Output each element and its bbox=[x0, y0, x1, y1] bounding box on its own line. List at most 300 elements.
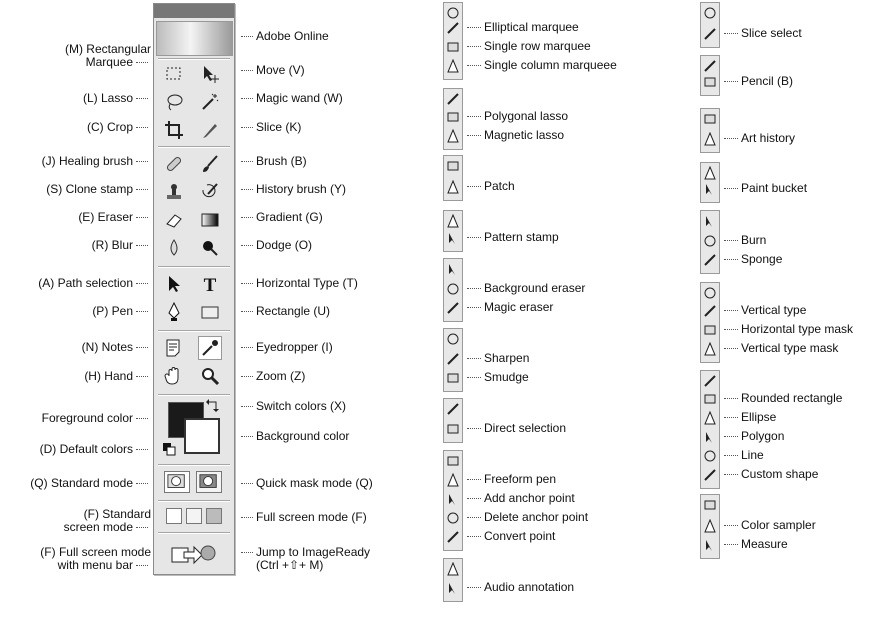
shape-variant-icon[interactable] bbox=[703, 449, 717, 463]
label-text: Dodge (O) bbox=[256, 238, 313, 252]
label-eyedropper bbox=[238, 340, 333, 354]
label-full-menu bbox=[40, 546, 151, 572]
leader-dots bbox=[136, 418, 148, 419]
leader-dots bbox=[136, 245, 148, 246]
label-h-type bbox=[238, 276, 358, 290]
history-variant-icon[interactable] bbox=[703, 132, 717, 146]
leader-dots bbox=[241, 406, 253, 407]
patch-variant-icon[interactable] bbox=[446, 180, 460, 194]
palette-slice bbox=[700, 2, 720, 48]
healing-brush-icon[interactable] bbox=[162, 152, 186, 176]
blur-variant-icon[interactable] bbox=[446, 371, 460, 385]
divider bbox=[158, 146, 230, 148]
palette-item-text: Slice select bbox=[741, 26, 802, 40]
palette-item-label bbox=[464, 128, 564, 142]
label-move bbox=[238, 63, 305, 77]
palette-brush bbox=[700, 55, 720, 96]
palette-item-label bbox=[721, 429, 784, 443]
palette-dodge bbox=[700, 210, 720, 274]
slice-icon[interactable] bbox=[198, 118, 222, 142]
marquee-tool-icon[interactable] bbox=[446, 6, 460, 20]
palette-item-text: Magnetic lasso bbox=[484, 128, 565, 142]
leader-dots bbox=[136, 189, 148, 190]
label-imageready bbox=[238, 546, 370, 572]
patch-tool-icon[interactable] bbox=[446, 159, 460, 173]
leader-dots bbox=[467, 498, 481, 499]
palette-item-label bbox=[721, 26, 802, 40]
notes-variant-icon[interactable] bbox=[446, 581, 460, 595]
leader-dots bbox=[241, 245, 253, 246]
lasso-tool-icon[interactable] bbox=[446, 92, 460, 106]
leader-dots bbox=[467, 288, 481, 289]
palette-select bbox=[443, 398, 463, 443]
label-text: Foreground color bbox=[41, 411, 133, 425]
palette-item-label bbox=[721, 131, 795, 145]
leader-dots bbox=[136, 98, 148, 99]
label-zoom bbox=[238, 369, 305, 383]
label-text: Zoom (Z) bbox=[256, 369, 306, 383]
leader-dots bbox=[241, 161, 253, 162]
palette-item-label bbox=[464, 370, 529, 384]
palette-item-label bbox=[464, 109, 568, 123]
palette-item-label bbox=[464, 281, 585, 295]
slice-variant-icon[interactable] bbox=[703, 27, 717, 41]
palette-item-label bbox=[721, 252, 782, 266]
leader-dots bbox=[241, 217, 253, 218]
dodge-icon[interactable] bbox=[198, 236, 222, 260]
palette-item-label bbox=[464, 300, 553, 314]
type-variant-icon[interactable] bbox=[703, 323, 717, 337]
shape-variant-icon[interactable] bbox=[703, 468, 717, 482]
eraser-variant-icon[interactable] bbox=[446, 301, 460, 315]
imageready-icon[interactable] bbox=[170, 540, 216, 566]
full-screen-button[interactable] bbox=[206, 508, 222, 524]
leader-dots bbox=[724, 33, 738, 34]
leader-dots bbox=[136, 483, 148, 484]
label-text: (H) Hand bbox=[84, 369, 133, 383]
label-text: (Ctrl +⇧+ M) bbox=[256, 558, 324, 572]
label-notes bbox=[82, 340, 151, 354]
label-text: Full screen mode (F) bbox=[256, 510, 367, 524]
gradient-tool-icon[interactable] bbox=[703, 166, 717, 180]
palette-item-label bbox=[721, 74, 793, 88]
label-lasso bbox=[83, 91, 151, 105]
palette-item-text: Ellipse bbox=[741, 410, 777, 424]
slice-tool-icon[interactable] bbox=[703, 6, 717, 20]
zoom-icon[interactable] bbox=[198, 364, 222, 388]
leader-dots bbox=[136, 217, 148, 218]
palette-item-text: Paint bucket bbox=[741, 181, 808, 195]
shape-variant-icon[interactable] bbox=[703, 392, 717, 406]
leader-dots bbox=[241, 552, 253, 553]
label-eraser bbox=[78, 210, 151, 224]
label-default-colors bbox=[40, 442, 151, 456]
path-selection-icon[interactable] bbox=[162, 272, 186, 296]
palette-item-label bbox=[464, 580, 574, 594]
type-variant-icon[interactable] bbox=[703, 304, 717, 318]
palette-type bbox=[700, 282, 720, 363]
switch-colors-icon[interactable] bbox=[206, 398, 220, 412]
label-gradient bbox=[238, 210, 323, 224]
palette-shape bbox=[700, 370, 720, 489]
leader-dots bbox=[724, 138, 738, 139]
palette-item-text: Horizontal type mask bbox=[741, 322, 854, 336]
eraser-variant-icon[interactable] bbox=[446, 282, 460, 296]
leader-dots bbox=[724, 259, 738, 260]
palette-item-label bbox=[464, 491, 575, 505]
palette-item-label bbox=[721, 467, 818, 481]
leader-dots bbox=[136, 161, 148, 162]
divider bbox=[158, 330, 230, 332]
hand-icon[interactable] bbox=[162, 364, 186, 388]
palette-item-label bbox=[464, 351, 529, 365]
select-variant-icon[interactable] bbox=[446, 422, 460, 436]
leader-dots bbox=[467, 358, 481, 359]
palette-item-label bbox=[464, 510, 588, 524]
background-color-swatch[interactable] bbox=[184, 418, 220, 454]
stamp-variant-icon[interactable] bbox=[446, 231, 460, 245]
eraser-icon[interactable] bbox=[162, 208, 186, 232]
notes-icon[interactable] bbox=[162, 336, 186, 360]
toolbox-panel bbox=[153, 3, 235, 575]
leader-dots bbox=[241, 376, 253, 377]
leader-dots bbox=[241, 283, 253, 284]
palette-item-label bbox=[721, 233, 766, 247]
leader-dots bbox=[241, 436, 253, 437]
label-text: (F) Standard bbox=[83, 507, 151, 521]
standard-mode-button[interactable] bbox=[164, 471, 190, 493]
type-tool-icon[interactable] bbox=[703, 286, 717, 300]
label-text: (C) Crop bbox=[86, 120, 133, 134]
leader-dots bbox=[241, 70, 253, 71]
leader-dots bbox=[241, 127, 253, 128]
leader-dots bbox=[467, 186, 481, 187]
label-text: (E) Eraser bbox=[78, 210, 133, 224]
eyedrop-variant-icon[interactable] bbox=[703, 538, 717, 552]
leader-dots bbox=[467, 237, 481, 238]
palette-item-text: Add anchor point bbox=[484, 491, 575, 505]
palette-item-text: Vertical type bbox=[741, 303, 807, 317]
label-text: Quick mask mode (Q) bbox=[256, 476, 373, 490]
label-hand bbox=[84, 369, 151, 383]
shape-variant-icon[interactable] bbox=[703, 430, 717, 444]
leader-dots bbox=[724, 544, 738, 545]
dodge-variant-icon[interactable] bbox=[703, 234, 717, 248]
leader-dots bbox=[467, 46, 481, 47]
palette-item-label bbox=[464, 58, 617, 72]
label-text: (N) Notes bbox=[81, 340, 133, 354]
quick-mask-button[interactable] bbox=[196, 471, 222, 493]
blur-icon[interactable] bbox=[162, 236, 186, 260]
blur-variant-icon[interactable] bbox=[446, 352, 460, 366]
history-tool-icon[interactable] bbox=[703, 112, 717, 126]
pen-tool-icon[interactable] bbox=[446, 454, 460, 468]
label-healing bbox=[42, 154, 151, 168]
label-text: Horizontal Type (T) bbox=[256, 276, 358, 290]
eyedrop-variant-icon[interactable] bbox=[703, 519, 717, 533]
label-pen bbox=[92, 304, 151, 318]
palette-item-text: Background eraser bbox=[484, 281, 586, 295]
crop-icon[interactable] bbox=[162, 118, 186, 142]
label-text: (M) Rectangular bbox=[64, 42, 151, 56]
palette-item-label bbox=[721, 391, 842, 405]
leader-dots bbox=[724, 436, 738, 437]
leader-dots bbox=[724, 348, 738, 349]
leader-dots bbox=[467, 377, 481, 378]
palette-item-text: Delete anchor point bbox=[484, 510, 589, 524]
palette-item-text: Convert point bbox=[484, 529, 556, 543]
palette-item-label bbox=[721, 303, 806, 317]
label-standard-screen bbox=[64, 508, 151, 534]
palette-item-label bbox=[464, 472, 556, 486]
label-text: (Q) Standard mode bbox=[30, 476, 133, 490]
palette-eraser bbox=[443, 258, 463, 322]
label-text: (S) Clone stamp bbox=[46, 182, 133, 196]
palette-item-text: Polygonal lasso bbox=[484, 109, 569, 123]
leader-dots bbox=[241, 517, 253, 518]
palette-item-text: Sponge bbox=[741, 252, 783, 266]
palette-item-text: Patch bbox=[484, 179, 515, 193]
gradient-variant-icon[interactable] bbox=[703, 182, 717, 196]
divider bbox=[158, 532, 230, 534]
leader-dots bbox=[467, 517, 481, 518]
palette-item-text: Audio annotation bbox=[484, 580, 575, 594]
palette-item-text: Pencil (B) bbox=[741, 74, 794, 88]
palette-item-text: Vertical type mask bbox=[741, 341, 839, 355]
label-text: (L) Lasso bbox=[82, 91, 133, 105]
leader-dots bbox=[467, 116, 481, 117]
leader-dots bbox=[467, 536, 481, 537]
label-text: screen mode bbox=[63, 520, 133, 534]
lasso-icon[interactable] bbox=[162, 90, 186, 114]
label-rectangle bbox=[238, 304, 330, 318]
leader-dots bbox=[467, 428, 481, 429]
pen-variant-icon[interactable] bbox=[446, 530, 460, 544]
label-text: Jump to ImageReady bbox=[256, 545, 371, 559]
type-variant-icon[interactable] bbox=[703, 342, 717, 356]
label-path-select bbox=[38, 276, 151, 290]
toolbox-title-bar[interactable] bbox=[154, 4, 234, 18]
default-colors-icon[interactable] bbox=[162, 442, 176, 456]
palette-item-label bbox=[721, 322, 853, 336]
rect-marquee-icon[interactable] bbox=[162, 62, 186, 86]
label-switch-colors bbox=[238, 399, 346, 413]
pen-variant-icon[interactable] bbox=[446, 473, 460, 487]
divider bbox=[158, 58, 230, 60]
palette-item-text: Freeform pen bbox=[484, 472, 557, 486]
palette-item-label bbox=[721, 341, 838, 355]
adobe-online-logo-icon[interactable] bbox=[156, 21, 233, 56]
standard-screen-button[interactable] bbox=[166, 508, 182, 524]
label-fg-color bbox=[42, 411, 151, 425]
palette-gradient bbox=[700, 162, 720, 203]
label-text: Slice (K) bbox=[256, 120, 302, 134]
label-text: Eyedropper (I) bbox=[256, 340, 333, 354]
leader-dots bbox=[724, 455, 738, 456]
label-brush bbox=[238, 154, 307, 168]
gradient-icon[interactable] bbox=[198, 208, 222, 232]
leader-dots bbox=[724, 329, 738, 330]
label-text: Background color bbox=[256, 429, 350, 443]
label-history-brush bbox=[238, 182, 346, 196]
palette-marquee bbox=[443, 2, 463, 80]
palette-stamp bbox=[443, 210, 463, 252]
palette-item-label bbox=[721, 448, 764, 462]
palette-patch bbox=[443, 155, 463, 201]
leader-dots bbox=[136, 127, 148, 128]
leader-dots bbox=[136, 347, 148, 348]
select-tool-icon[interactable] bbox=[446, 402, 460, 416]
leader-dots bbox=[241, 189, 253, 190]
shape-variant-icon[interactable] bbox=[703, 411, 717, 425]
leader-dots bbox=[467, 587, 481, 588]
palette-item-text: Single row marquee bbox=[484, 39, 591, 53]
lasso-variant-icon[interactable] bbox=[446, 110, 460, 124]
label-slice bbox=[238, 120, 301, 134]
label-text: (F) Full screen mode bbox=[40, 545, 151, 559]
palette-item-text: Line bbox=[741, 448, 764, 462]
palette-item-label bbox=[464, 20, 579, 34]
palette-item-label bbox=[464, 179, 515, 193]
palette-item-label bbox=[721, 181, 807, 195]
label-text: (A) Path selection bbox=[38, 276, 133, 290]
label-text: Marquee bbox=[85, 55, 133, 69]
shape-tool-icon[interactable] bbox=[703, 374, 717, 388]
leader-dots bbox=[724, 417, 738, 418]
palette-item-text: Pattern stamp bbox=[484, 230, 559, 244]
palette-item-text: Burn bbox=[741, 233, 767, 247]
label-full-screen bbox=[238, 510, 367, 524]
leader-dots bbox=[724, 474, 738, 475]
palette-item-text: Elliptical marquee bbox=[484, 20, 579, 34]
clone-stamp-icon[interactable] bbox=[162, 180, 186, 204]
leader-dots bbox=[467, 135, 481, 136]
marquee-variant-icon[interactable] bbox=[446, 40, 460, 54]
label-text: Move (V) bbox=[256, 63, 305, 77]
label-text: (D) Default colors bbox=[39, 442, 133, 456]
leader-dots bbox=[467, 307, 481, 308]
leader-dots bbox=[467, 65, 481, 66]
label-clone bbox=[46, 182, 151, 196]
divider bbox=[158, 266, 230, 268]
palette-eyedrop bbox=[700, 494, 720, 559]
label-text: History brush (Y) bbox=[256, 182, 347, 196]
leader-dots bbox=[724, 81, 738, 82]
leader-dots bbox=[724, 525, 738, 526]
history-brush-icon[interactable] bbox=[198, 180, 222, 204]
palette-item-label bbox=[721, 537, 788, 551]
type-icon[interactable] bbox=[198, 272, 222, 296]
label-text: Brush (B) bbox=[256, 154, 307, 168]
dodge-tool-icon[interactable] bbox=[703, 214, 717, 228]
label-blur bbox=[92, 238, 151, 252]
marquee-variant-icon[interactable] bbox=[446, 21, 460, 35]
palette-item-label bbox=[464, 39, 591, 53]
leader-dots bbox=[724, 240, 738, 241]
move-icon[interactable] bbox=[198, 62, 222, 86]
palette-item-label bbox=[721, 518, 816, 532]
palette-item-text: Rounded rectangle bbox=[741, 391, 843, 405]
label-text: (P) Pen bbox=[92, 304, 133, 318]
palette-notes bbox=[443, 558, 463, 602]
label-rect-marquee bbox=[65, 43, 151, 69]
palette-item-text: Single column marqueee bbox=[484, 58, 617, 72]
pen-variant-icon[interactable] bbox=[446, 492, 460, 506]
brush-tool-icon[interactable] bbox=[703, 59, 717, 73]
label-text: Adobe Online bbox=[256, 29, 329, 43]
label-standard-mode bbox=[30, 476, 151, 490]
leader-dots bbox=[136, 527, 148, 528]
palette-item-text: Polygon bbox=[741, 429, 785, 443]
label-text: (R) Blur bbox=[91, 238, 133, 252]
label-text: with menu bar bbox=[57, 558, 133, 572]
palette-item-text: Sharpen bbox=[484, 351, 530, 365]
dodge-variant-icon[interactable] bbox=[703, 253, 717, 267]
leader-dots bbox=[136, 449, 148, 450]
leader-dots bbox=[241, 36, 253, 37]
marquee-variant-icon[interactable] bbox=[446, 59, 460, 73]
label-text: Gradient (G) bbox=[256, 210, 323, 224]
brush-variant-icon[interactable] bbox=[703, 75, 717, 89]
full-screen-menu-button[interactable] bbox=[186, 508, 202, 524]
label-crop bbox=[87, 120, 151, 134]
stamp-tool-icon[interactable] bbox=[446, 214, 460, 228]
magic-wand-icon[interactable] bbox=[198, 90, 222, 114]
palette-history bbox=[700, 108, 720, 153]
label-text: Rectangle (U) bbox=[256, 304, 331, 318]
palette-pen bbox=[443, 450, 463, 551]
label-text: Magic wand (W) bbox=[256, 91, 343, 105]
svg-text:T: T bbox=[203, 275, 217, 294]
rectangle-icon[interactable] bbox=[198, 300, 222, 324]
palette-item-label bbox=[464, 421, 566, 435]
palette-item-label bbox=[464, 529, 555, 543]
blur-tool-icon[interactable] bbox=[446, 332, 460, 346]
leader-dots bbox=[136, 62, 148, 63]
brush-icon[interactable] bbox=[198, 152, 222, 176]
pen-icon[interactable] bbox=[162, 300, 186, 324]
divider bbox=[158, 464, 230, 466]
eyedrop-tool-icon[interactable] bbox=[703, 498, 717, 512]
leader-dots bbox=[467, 27, 481, 28]
leader-dots bbox=[467, 479, 481, 480]
palette-item-text: Custom shape bbox=[741, 467, 819, 481]
eraser-tool-icon[interactable] bbox=[446, 262, 460, 276]
palette-item-text: Smudge bbox=[484, 370, 529, 384]
leader-dots bbox=[724, 398, 738, 399]
leader-dots bbox=[724, 310, 738, 311]
leader-dots bbox=[136, 283, 148, 284]
leader-dots bbox=[136, 376, 148, 377]
palette-item-text: Magic eraser bbox=[484, 300, 554, 314]
label-text: Switch colors (X) bbox=[256, 399, 347, 413]
lasso-variant-icon[interactable] bbox=[446, 129, 460, 143]
palette-item-label bbox=[464, 230, 559, 244]
label-adobe-online bbox=[238, 29, 329, 43]
pen-variant-icon[interactable] bbox=[446, 511, 460, 525]
leader-dots bbox=[241, 311, 253, 312]
leader-dots bbox=[241, 347, 253, 348]
label-text: (J) Healing brush bbox=[41, 154, 133, 168]
label-dodge bbox=[238, 238, 312, 252]
palette-item-label bbox=[721, 410, 776, 424]
palette-item-text: Measure bbox=[741, 537, 788, 551]
eyedropper-icon[interactable] bbox=[198, 336, 222, 360]
palette-item-text: Art history bbox=[741, 131, 796, 145]
notes-tool-icon[interactable] bbox=[446, 562, 460, 576]
palette-item-text: Direct selection bbox=[484, 421, 567, 435]
palette-lasso bbox=[443, 88, 463, 150]
